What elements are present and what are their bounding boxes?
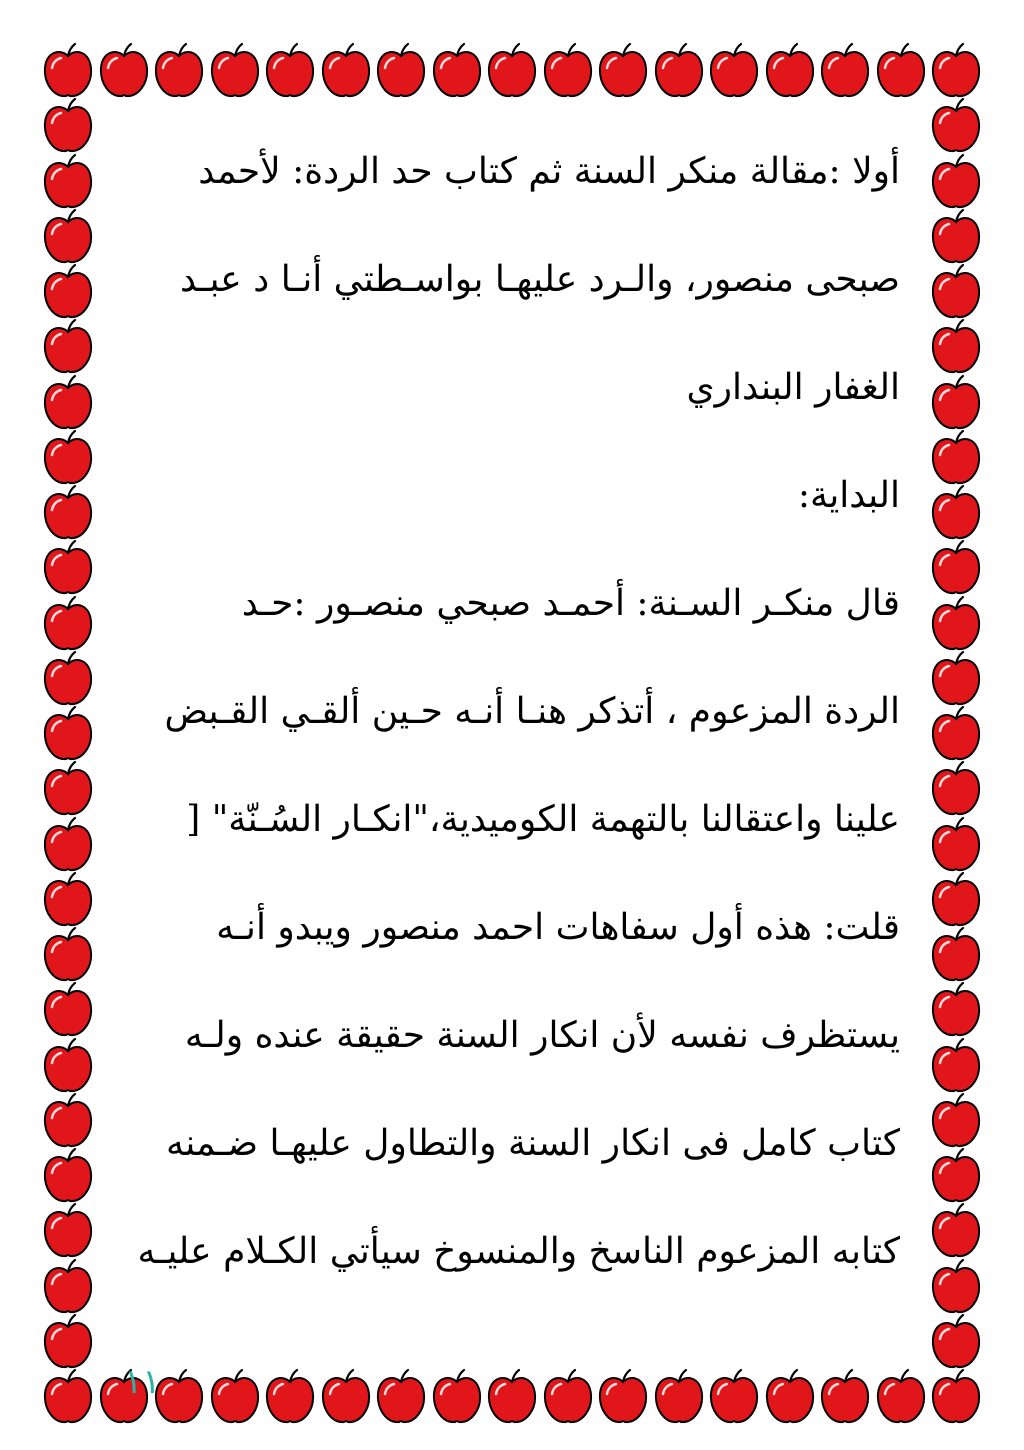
- apple-icon: [928, 153, 984, 211]
- apple-icon: [928, 97, 984, 155]
- apple-icon: [928, 1147, 984, 1205]
- apple-icon: [928, 374, 984, 432]
- apple-icon: [429, 42, 485, 100]
- apple-icon: [262, 42, 318, 100]
- apple-icon: [40, 153, 96, 211]
- apple-icon: [40, 318, 96, 376]
- apple-icon: [928, 1258, 984, 1316]
- apple-icon: [928, 650, 984, 708]
- text-line-7: علينا واعتقالنا بالتهمة الكوميدية،"انكـار السُـنّة" [: [186, 799, 900, 840]
- page-number: ١١: [124, 1362, 161, 1402]
- apple-icon: [40, 208, 96, 266]
- apple-icon: [40, 981, 96, 1039]
- apple-icon: [928, 484, 984, 542]
- apple-icon: [373, 42, 429, 100]
- apple-icon: [651, 42, 707, 100]
- apple-icon: [928, 1368, 984, 1426]
- text-line-11: كتابه المزعوم الناسخ والمنسوخ سيأتي الكـلام عليـه: [137, 1231, 900, 1272]
- apple-icon: [40, 1037, 96, 1095]
- apple-icon: [40, 760, 96, 818]
- apple-icon: [928, 981, 984, 1039]
- apple-icon: [595, 1368, 651, 1426]
- apple-icon: [40, 595, 96, 653]
- apple-icon: [817, 42, 873, 100]
- apple-icon: [595, 42, 651, 100]
- apple-icon: [40, 1368, 96, 1426]
- apple-icon: [40, 1202, 96, 1260]
- text-line-8: قلت: هذه أول سفاهات احمد منصور ويبدو أنـه: [216, 907, 900, 948]
- text-line-1: أولا :مقالة منكر السنة ثم كتاب حد الردة: لأحمد: [198, 151, 900, 192]
- apple-icon: [40, 1147, 96, 1205]
- apple-icon: [373, 1368, 429, 1426]
- apple-icon: [40, 484, 96, 542]
- apple-icon: [40, 263, 96, 321]
- apple-icon: [40, 705, 96, 763]
- apple-icon: [40, 650, 96, 708]
- apple-icon: [928, 318, 984, 376]
- apple-icon: [151, 42, 207, 100]
- text-line-6: الردة المزعوم ، أتذكر هنـا أنـه حـين ألقـي القـبض: [164, 691, 900, 732]
- apple-icon: [873, 1368, 929, 1426]
- apple-icon: [40, 871, 96, 929]
- apple-icon: [928, 760, 984, 818]
- text-line-5: قال منكـر السـنة: أحمـد صبحي منصـور :حـد: [241, 583, 900, 624]
- apple-icon: [651, 1368, 707, 1426]
- apple-icon: [928, 539, 984, 597]
- apple-icon: [928, 816, 984, 874]
- apple-icon: [762, 1368, 818, 1426]
- text-line-9: يستظرف نفسه لأن انكار السنة حقيقة عنده ولـه: [184, 1015, 900, 1056]
- apple-icon: [40, 1092, 96, 1150]
- apple-icon: [928, 1313, 984, 1371]
- apple-icon: [40, 816, 96, 874]
- apple-icon: [40, 42, 96, 100]
- apple-icon: [540, 1368, 596, 1426]
- apple-icon: [40, 429, 96, 487]
- apple-icon: [40, 926, 96, 984]
- apple-icon: [873, 42, 929, 100]
- section-heading: البداية:: [797, 475, 900, 516]
- apple-icon: [706, 42, 762, 100]
- apple-icon: [928, 208, 984, 266]
- apple-icon: [928, 1092, 984, 1150]
- apple-icon: [40, 539, 96, 597]
- text-line-3: الغفار البنداري: [686, 367, 900, 408]
- apple-icon: [928, 263, 984, 321]
- apple-icon: [928, 1202, 984, 1260]
- apple-icon: [96, 42, 152, 100]
- text-line-10: كتاب كامل فى انكار السنة والتطاول عليهـا ضـمنه: [165, 1123, 900, 1164]
- apple-icon: [928, 1037, 984, 1095]
- apple-icon: [928, 595, 984, 653]
- apple-icon: [484, 1368, 540, 1426]
- apple-icon: [207, 42, 263, 100]
- apple-icon: [40, 97, 96, 155]
- apple-icon: [318, 1368, 374, 1426]
- apple-icon: [540, 42, 596, 100]
- apple-icon: [207, 1368, 263, 1426]
- apple-icon: [429, 1368, 485, 1426]
- apple-icon: [762, 42, 818, 100]
- apple-icon: [928, 429, 984, 487]
- apple-icon: [928, 705, 984, 763]
- apple-icon: [40, 374, 96, 432]
- apple-icon: [928, 926, 984, 984]
- text-line-2: صبحى منصور، والـرد عليهـا بواسـطتي أنـا د عبـد: [180, 259, 900, 300]
- apple-icon: [40, 1313, 96, 1371]
- apple-icon: [928, 871, 984, 929]
- apple-icon: [484, 42, 540, 100]
- apple-icon: [318, 42, 374, 100]
- apple-icon: [40, 1258, 96, 1316]
- apple-icon: [706, 1368, 762, 1426]
- apple-icon: [262, 1368, 318, 1426]
- apple-icon: [928, 42, 984, 100]
- apple-icon: [817, 1368, 873, 1426]
- document-body: [128, 118, 900, 1306]
